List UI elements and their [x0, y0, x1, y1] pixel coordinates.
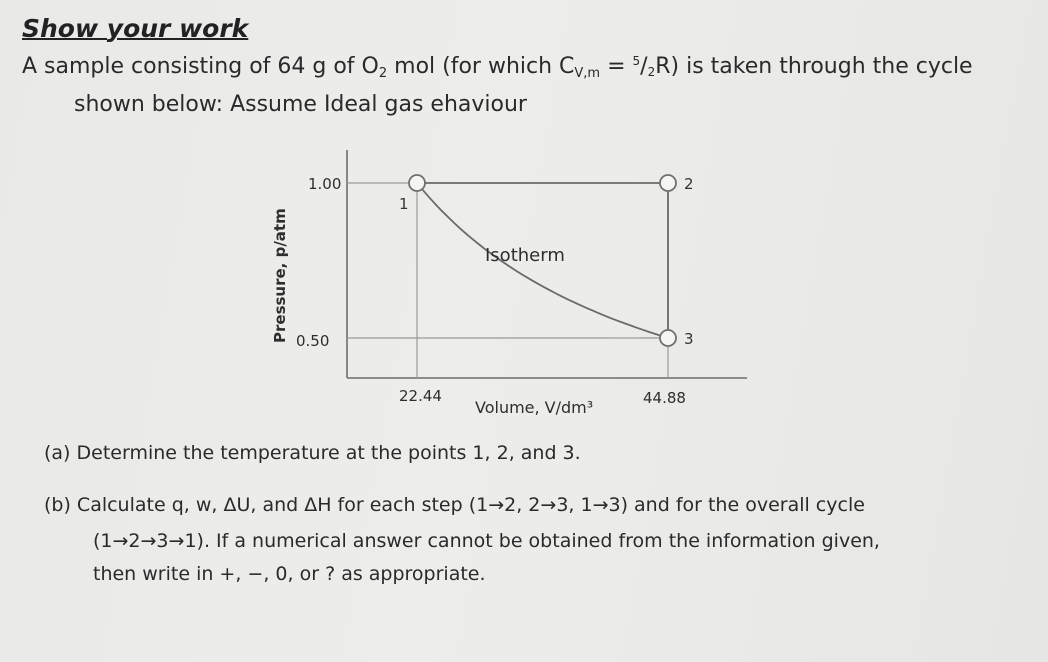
cv-subscript: V,m: [574, 66, 601, 81]
question-b-line-3: then write in +, −, 0, or ? as appropriate.: [93, 563, 486, 585]
five-halves-fraction: [633, 54, 656, 79]
state-point-2: [660, 175, 676, 191]
x-tick-label-22-44: 22.44: [399, 387, 442, 405]
intro-text-b: mol (for which C: [387, 54, 575, 79]
fraction-numerator: 5: [632, 54, 641, 68]
intro-text-c: =: [600, 54, 633, 79]
state-point-label-3: 3: [684, 330, 694, 348]
problem-intro-line-1: [22, 54, 973, 81]
fraction-slash: /: [640, 54, 648, 79]
pv-chart-svg: [250, 145, 770, 435]
o2-subscript: 2: [378, 66, 388, 81]
question-b-line-1: (b) Calculate q, w, ΔU, and ΔH for each step (1→2, 2→3, 1→3) and for the overall cycle: [44, 494, 865, 516]
state-point-3: [660, 330, 676, 346]
pv-cycle-diagram: [250, 145, 770, 435]
y-tick-label-0-50: 0.50: [296, 332, 330, 350]
fraction-denominator: 2: [647, 65, 656, 79]
intro-text-d: R) is taken through the cycle: [655, 54, 973, 79]
state-point-label-2: 2: [684, 175, 694, 193]
x-axis-title: Volume, V/dm³: [475, 398, 594, 417]
x-tick-label-44-88: 44.88: [643, 389, 686, 407]
question-b-line-2: (1→2→3→1). If a numerical answer cannot be obtained from the information given,: [93, 530, 880, 552]
intro-text-a: A sample consisting of 64 g of O: [22, 54, 379, 79]
question-a: (a) Determine the temperature at the points 1, 2, and 3.: [44, 442, 581, 464]
y-axis-title: Pressure, p/atm: [271, 208, 289, 343]
heading-show-your-work: Show your work: [22, 14, 249, 43]
isotherm-annotation: Isotherm: [485, 245, 565, 266]
y-tick-label-1-00: 1.00: [308, 175, 342, 193]
state-point-label-1: 1: [399, 195, 409, 213]
problem-intro-line-2: shown below: Assume Ideal gas ehaviour: [74, 92, 527, 117]
state-point-1: [409, 175, 425, 191]
